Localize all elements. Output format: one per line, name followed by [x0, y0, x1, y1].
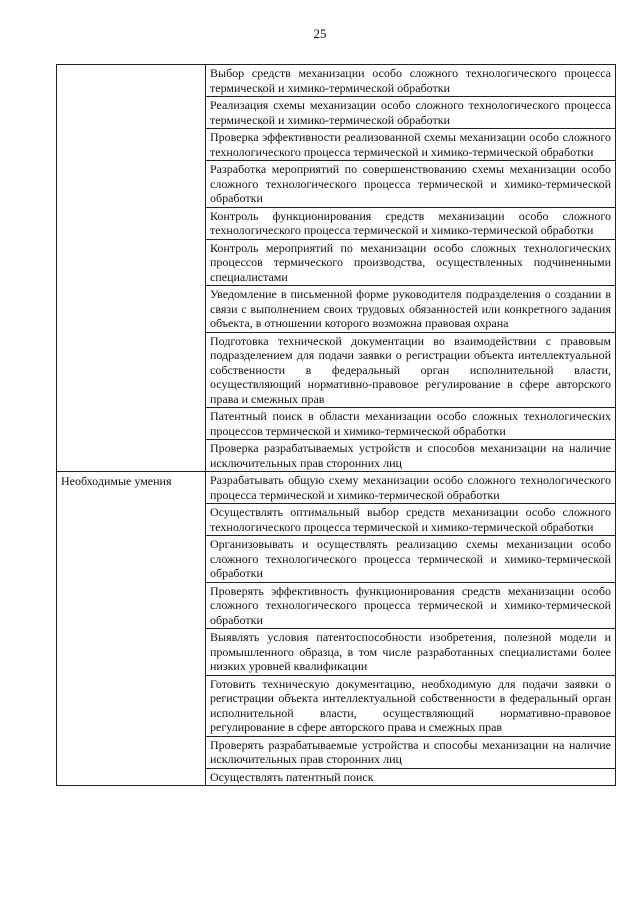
section-item-cell: Проверять эффективность функционирования средств механизации особо сложного технологического процесса термической и химико-термической обработки — [206, 582, 616, 629]
section-item-cell: Проверка эффективности реализованной схемы механизации особо сложного технологического процесса термической и химико-термической обработки — [206, 129, 616, 161]
table-row — [57, 65, 616, 97]
section-item-cell: Патентный поиск в области механизации особо сложных технологических процессов термической и химико-термической обработки — [206, 408, 616, 440]
section-item-cell: Осуществлять патентный поиск — [206, 768, 616, 786]
section-item-cell: Проверка разрабатываемых устройств и способов механизации на наличие исключительных прав сторонних лиц — [206, 440, 616, 472]
table-row — [57, 472, 616, 504]
section-item-cell: Реализация схемы механизации особо сложного технологического процесса термической и химико-термической обработки — [206, 97, 616, 129]
requirements-table-body — [57, 65, 616, 786]
section-item-cell: Уведомление в письменной форме руководителя подразделения о создании в связи с выполнением своих трудовых обязанностей или конкретного задания объекта, в отношении которого возможна правовая охрана — [206, 286, 616, 333]
section-item-cell: Осуществлять оптимальный выбор средств механизации особо сложного технологического процесса термической и химико-термической обработки — [206, 504, 616, 536]
section-item-cell: Контроль функционирования средств механизации особо сложного технологического процесса термической и химико-термической обработки — [206, 207, 616, 239]
section-item-cell: Готовить техническую документацию, необходимую для подачи заявки о регистрации объекта интеллектуальной собственности в федеральный орган исполнительной власти, осуществляющий нормативно-правовое регулирование в сфере авторского права и смежных прав — [206, 675, 616, 736]
section-item-cell: Выбор средств механизации особо сложного технологического процесса термической и химико-термической обработки — [206, 65, 616, 97]
page-number: 25 — [313, 26, 327, 41]
section-item-cell: Выявлять условия патентоспособности изобретения, полезной модели и промышленного образца, в том числе разработанных специалистами более низких уровней квалификации — [206, 629, 616, 676]
section-item-cell: Проверять разрабатываемые устройства и способы механизации на наличие исключительных прав сторонних лиц — [206, 736, 616, 768]
section-item-cell: Подготовка технической документации во взаимодействии с правовым подразделением для подачи заявки о регистрации объекта интеллектуальной собственности в федеральный орган исполнительной власти, осуществляющий нормативно-правовое регулирование в сфере авторского права и смежных прав — [206, 332, 616, 408]
section-item-cell: Разрабатывать общую схему механизации особо сложного технологического процесса термической и химико-термической обработки — [206, 472, 616, 504]
section-label-cell: Необходимые умения — [57, 472, 206, 786]
section-label-cell — [57, 65, 206, 472]
section-item-cell: Контроль мероприятий по механизации особо сложных технологических процессов термического производства, осуществленных подчиненными специалистами — [206, 239, 616, 286]
section-item-cell: Организовывать и осуществлять реализацию схемы механизации особо сложного технологического процесса термической и химико-термической обработки — [206, 536, 616, 583]
section-item-cell: Разработка мероприятий по совершенствованию схемы механизации особо сложного технологического процесса термической и химико-термической обработки — [206, 161, 616, 208]
requirements-table — [56, 64, 616, 786]
